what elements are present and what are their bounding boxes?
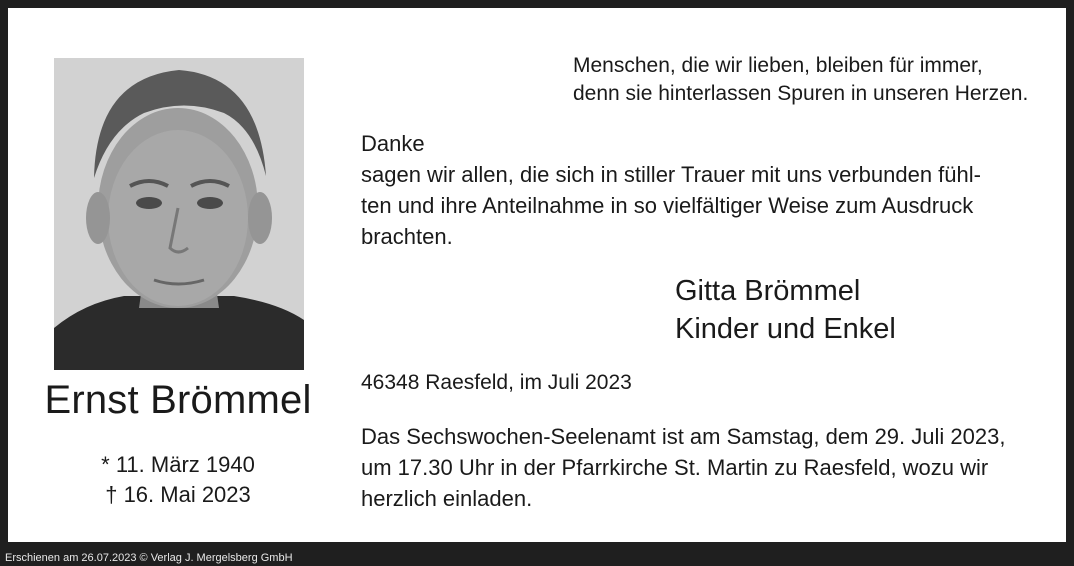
place-date: 46348 Raesfeld, im Juli 2023 <box>361 371 632 394</box>
signer-line-2: Kinder und Enkel <box>675 313 896 345</box>
thanks-line-1: Danke <box>361 131 425 156</box>
thanks-line-3: ten und ihre Anteilnahme in so vielfältiger Weise zum Ausdruck <box>361 193 974 218</box>
publication-footer: Erschienen am 26.07.2023 © Verlag J. Mergelsberg GmbH <box>5 552 293 564</box>
service-line-1: Das Sechswochen-Seelenamt ist am Samstag, dem 29. Juli 2023, <box>361 424 1006 449</box>
birth-date: * 11. März 1940 <box>101 452 255 477</box>
quote-line-2: denn sie hinterlassen Spuren in unseren Herzen. <box>573 82 1029 105</box>
service-line-2: um 17.30 Uhr in der Pfarrkirche St. Martin zu Raesfeld, wozu wir <box>361 455 989 480</box>
quote-line-1: Menschen, die wir lieben, bleiben für immer, <box>573 54 983 77</box>
service-line-3: herzlich einladen. <box>361 486 533 511</box>
portrait-image <box>54 58 304 370</box>
portrait-photo <box>54 58 304 370</box>
signer-line-1: Gitta Brömmel <box>675 275 861 307</box>
obituary-card <box>8 8 1066 542</box>
thanks-paragraph <box>361 128 1051 252</box>
thanks-line-2: sagen wir allen, die sich in stiller Trauer mit uns verbunden fühl- <box>361 162 981 187</box>
death-date: † 16. Mai 2023 <box>105 482 251 507</box>
signers <box>675 272 1055 348</box>
deceased-name: Ernst Brömmel <box>44 378 312 422</box>
life-dates <box>8 450 348 510</box>
thanks-line-4: brachten. <box>361 224 453 249</box>
service-announcement <box>361 421 1051 514</box>
memorial-quote <box>573 52 1043 108</box>
